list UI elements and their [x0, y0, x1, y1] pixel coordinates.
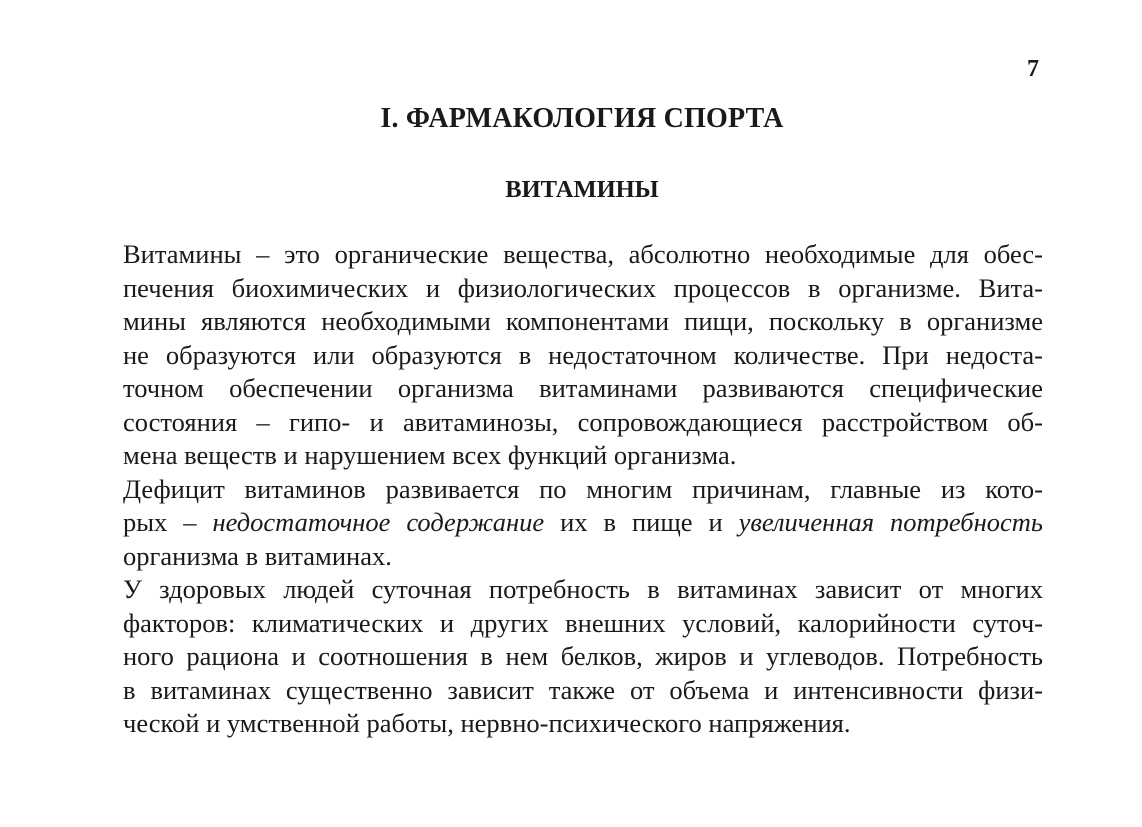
text-line-mixed [123, 506, 1043, 540]
text-line: не образуются или образуются в недостаточном количестве. При недоста- [123, 339, 1043, 370]
text-line: мины являются необходимыми компонентами пищи, поскольку в организме [123, 306, 1043, 336]
section-title: ВИТАМИНЫ [505, 176, 659, 203]
text-line: печения биохимических и физиологических процессов в организме. Вита- [123, 272, 1043, 303]
text-line: ного рациона и соотношения в нем белков, жиров и углеводов. Потребность [123, 641, 1043, 671]
text-line: Витамины – это органические вещества, абсолютно необходимые для обес- [123, 239, 1043, 269]
text-line: состояния – гипо- и авитаминозы, сопровождающиеся расстройством об- [123, 406, 1043, 437]
page-number: 7 [1027, 56, 1039, 82]
text-line: У здоровых людей суточная потребность в витаминах зависит от многих [123, 574, 1043, 604]
text-line: точном обеспечении организма витаминами развиваются специфические [123, 373, 1043, 403]
body-text [123, 238, 1043, 741]
text-line: в витаминах существенно зависит также от объема и интенсивности физи- [123, 674, 1043, 705]
text-segment: рых – [123, 507, 213, 537]
chapter-title: I. ФАРМАКОЛОГИЯ СПОРТА [380, 103, 784, 134]
text-line: организма в витаминах. [123, 540, 392, 571]
text-line: ческой и умственной работы, нервно-психического напряжения. [123, 708, 851, 738]
text-segment: их в пище и [544, 507, 739, 537]
text-line: факторов: климатических и других внешних условий, калорийности суточ- [123, 607, 1043, 638]
italic-term: недостаточное содержание [212, 507, 545, 537]
italic-term: увеличенная потребность [738, 507, 1043, 537]
text-line: мена веществ и нарушением всех функций организма. [123, 440, 737, 470]
text-line: Дефицит витаминов развивается по многим причинам, главные из кото- [123, 473, 1043, 504]
